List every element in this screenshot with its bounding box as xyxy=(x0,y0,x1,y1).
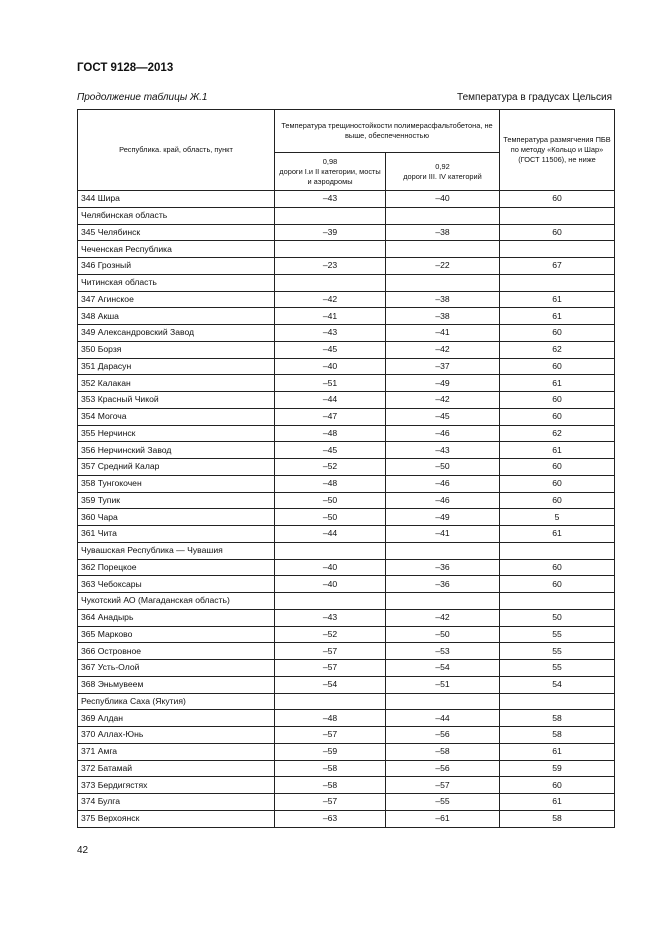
cell-temp-098: –43 xyxy=(275,191,386,208)
standard-title: ГОСТ 9128—2013 xyxy=(77,62,174,74)
units-caption: Температура в градусах Цельсия xyxy=(457,92,612,103)
table-row xyxy=(78,492,615,509)
cell-temp-098: –40 xyxy=(275,358,386,375)
cell-temp-092: –51 xyxy=(386,676,500,693)
cell-location: Республика Саха (Якутия) xyxy=(78,693,275,710)
table-row xyxy=(78,542,615,559)
cell-temp-092: –42 xyxy=(386,392,500,409)
table-row xyxy=(78,810,615,827)
cell-temp-098: –52 xyxy=(275,459,386,476)
cell-softening-temp: 61 xyxy=(500,308,615,325)
table-row xyxy=(78,676,615,693)
cell-temp-098: –57 xyxy=(275,660,386,677)
cell-temp-098: –41 xyxy=(275,308,386,325)
cell-location: Чеченская Республика xyxy=(78,241,275,258)
cell-softening-temp: 60 xyxy=(500,559,615,576)
cell-softening-temp xyxy=(500,241,615,258)
cell-softening-temp: 50 xyxy=(500,609,615,626)
cell-temp-098: –39 xyxy=(275,224,386,241)
cell-temp-098: –45 xyxy=(275,442,386,459)
cell-temp-092: –36 xyxy=(386,559,500,576)
cell-temp-092: –46 xyxy=(386,475,500,492)
header-row-top xyxy=(78,110,615,153)
cell-temp-092: –49 xyxy=(386,375,500,392)
table-row xyxy=(78,626,615,643)
header-softening-temperature: Температура размягчения ПБВ по методу «Кольцо и Шар» (ГОСТ 11506), не ниже xyxy=(500,110,615,191)
table-row xyxy=(78,408,615,425)
cell-temp-092: –38 xyxy=(386,224,500,241)
cell-softening-temp: 54 xyxy=(500,676,615,693)
cell-temp-092: –54 xyxy=(386,660,500,677)
cell-temp-098: –50 xyxy=(275,492,386,509)
table-row xyxy=(78,258,615,275)
cell-temp-092: –58 xyxy=(386,743,500,760)
table-row xyxy=(78,358,615,375)
cell-softening-temp: 61 xyxy=(500,375,615,392)
cell-location: 344 Шира xyxy=(78,191,275,208)
cell-temp-092 xyxy=(386,207,500,224)
cell-softening-temp xyxy=(500,693,615,710)
cell-location: 365 Марково xyxy=(78,626,275,643)
cell-temp-098: –51 xyxy=(275,375,386,392)
cell-location: 363 Чебоксары xyxy=(78,576,275,593)
table-row xyxy=(78,459,615,476)
cell-softening-temp: 61 xyxy=(500,526,615,543)
cell-softening-temp: 67 xyxy=(500,258,615,275)
cell-temp-092: –41 xyxy=(386,325,500,342)
cell-temp-092: –46 xyxy=(386,492,500,509)
cell-temp-098: –48 xyxy=(275,475,386,492)
table-row xyxy=(78,559,615,576)
cell-location: 354 Могоча xyxy=(78,408,275,425)
cell-temp-092: –61 xyxy=(386,810,500,827)
table-row xyxy=(78,777,615,794)
cell-softening-temp: 60 xyxy=(500,459,615,476)
cell-temp-092: –44 xyxy=(386,710,500,727)
cell-temp-092 xyxy=(386,274,500,291)
table-row xyxy=(78,375,615,392)
cell-location: 367 Усть-Олой xyxy=(78,660,275,677)
cell-temp-098: –44 xyxy=(275,526,386,543)
header-region: Республика. край, область, пункт xyxy=(78,110,275,191)
table-row xyxy=(78,593,615,610)
cell-temp-098: –52 xyxy=(275,626,386,643)
table-row xyxy=(78,794,615,811)
table-row xyxy=(78,693,615,710)
cell-softening-temp: 55 xyxy=(500,626,615,643)
cell-temp-092: –56 xyxy=(386,727,500,744)
cell-temp-092: –50 xyxy=(386,459,500,476)
cell-location: 346 Грозный xyxy=(78,258,275,275)
table-row xyxy=(78,743,615,760)
cell-temp-092: –45 xyxy=(386,408,500,425)
table-body xyxy=(78,191,615,828)
table-row xyxy=(78,241,615,258)
header-probability-098: 0,98 дороги I.и II категории, мосты и аэродромы xyxy=(275,153,386,191)
cell-location: 373 Бердигястях xyxy=(78,777,275,794)
cell-location: 369 Алдан xyxy=(78,710,275,727)
table-row xyxy=(78,727,615,744)
cell-temp-098: –58 xyxy=(275,760,386,777)
table-row xyxy=(78,291,615,308)
cell-softening-temp: 60 xyxy=(500,475,615,492)
cell-location: 361 Чита xyxy=(78,526,275,543)
cell-softening-temp: 58 xyxy=(500,810,615,827)
cell-temp-092: –36 xyxy=(386,576,500,593)
cell-temp-098: –59 xyxy=(275,743,386,760)
cell-temp-098: –23 xyxy=(275,258,386,275)
cell-softening-temp: 61 xyxy=(500,794,615,811)
cell-temp-092 xyxy=(386,593,500,610)
cell-location: Челябинская область xyxy=(78,207,275,224)
cell-temp-092 xyxy=(386,542,500,559)
cell-temp-092: –50 xyxy=(386,626,500,643)
header-crack-temperature: Температура трещиностойкости полимерасфальтобетона, не выше, обеспеченностью xyxy=(275,110,500,153)
cell-location: 348 Акша xyxy=(78,308,275,325)
cell-softening-temp: 62 xyxy=(500,425,615,442)
cell-temp-092: –38 xyxy=(386,308,500,325)
cell-softening-temp: 61 xyxy=(500,442,615,459)
cell-location: 360 Чара xyxy=(78,509,275,526)
table-row xyxy=(78,207,615,224)
cell-temp-092: –57 xyxy=(386,777,500,794)
cell-temp-098: –57 xyxy=(275,643,386,660)
cell-temp-092: –37 xyxy=(386,358,500,375)
table-row xyxy=(78,660,615,677)
cell-temp-098 xyxy=(275,241,386,258)
table-row xyxy=(78,224,615,241)
table-row xyxy=(78,475,615,492)
temperature-table xyxy=(77,109,615,828)
cell-location: 357 Средний Калар xyxy=(78,459,275,476)
cell-softening-temp: 61 xyxy=(500,743,615,760)
cell-temp-098: –50 xyxy=(275,509,386,526)
cell-softening-temp xyxy=(500,593,615,610)
page-number: 42 xyxy=(77,845,89,856)
cell-location: 366 Островное xyxy=(78,643,275,660)
cell-temp-092: –42 xyxy=(386,609,500,626)
table-continuation-caption: Продолжение таблицы Ж.1 xyxy=(77,92,208,103)
cell-temp-098: –63 xyxy=(275,810,386,827)
cell-temp-098: –43 xyxy=(275,325,386,342)
table-row xyxy=(78,576,615,593)
header-probability-092: 0,92 дороги III. IV категорий xyxy=(386,153,500,191)
cell-softening-temp: 60 xyxy=(500,325,615,342)
cell-softening-temp: 60 xyxy=(500,392,615,409)
cell-softening-temp: 5 xyxy=(500,509,615,526)
cell-temp-092: –40 xyxy=(386,191,500,208)
cell-location: Чукотский АО (Магаданская область) xyxy=(78,593,275,610)
cell-location: 368 Эньмувеем xyxy=(78,676,275,693)
cell-location: 353 Красный Чикой xyxy=(78,392,275,409)
table-row xyxy=(78,526,615,543)
cell-temp-092: –53 xyxy=(386,643,500,660)
cell-temp-098 xyxy=(275,693,386,710)
cell-location: 374 Булга xyxy=(78,794,275,811)
table-row xyxy=(78,760,615,777)
table-row xyxy=(78,392,615,409)
cell-location: 349 Александровский Завод xyxy=(78,325,275,342)
cell-temp-098 xyxy=(275,207,386,224)
table-row xyxy=(78,325,615,342)
cell-temp-098: –40 xyxy=(275,576,386,593)
cell-location: 370 Аллах-Юнь xyxy=(78,727,275,744)
cell-softening-temp: 61 xyxy=(500,291,615,308)
table-row xyxy=(78,710,615,727)
cell-temp-098: –40 xyxy=(275,559,386,576)
table-row xyxy=(78,341,615,358)
cell-temp-098: –48 xyxy=(275,710,386,727)
cell-temp-092: –55 xyxy=(386,794,500,811)
cell-location: Читинская область xyxy=(78,274,275,291)
cell-temp-092: –43 xyxy=(386,442,500,459)
cell-temp-092: –41 xyxy=(386,526,500,543)
table-row xyxy=(78,308,615,325)
cell-temp-098: –44 xyxy=(275,392,386,409)
cell-location: 372 Батамай xyxy=(78,760,275,777)
cell-softening-temp: 62 xyxy=(500,341,615,358)
cell-temp-098 xyxy=(275,593,386,610)
table-row xyxy=(78,509,615,526)
cell-temp-098: –47 xyxy=(275,408,386,425)
cell-location: 352 Калакан xyxy=(78,375,275,392)
cell-location: 371 Амга xyxy=(78,743,275,760)
cell-temp-092: –38 xyxy=(386,291,500,308)
cell-temp-098: –45 xyxy=(275,341,386,358)
cell-softening-temp xyxy=(500,274,615,291)
cell-temp-092: –46 xyxy=(386,425,500,442)
cell-softening-temp: 60 xyxy=(500,492,615,509)
cell-softening-temp: 60 xyxy=(500,576,615,593)
cell-temp-098: –57 xyxy=(275,794,386,811)
table-row xyxy=(78,425,615,442)
cell-location: 359 Тупик xyxy=(78,492,275,509)
cell-softening-temp: 60 xyxy=(500,408,615,425)
cell-softening-temp: 55 xyxy=(500,643,615,660)
cell-temp-092 xyxy=(386,693,500,710)
cell-temp-092: –56 xyxy=(386,760,500,777)
cell-location: 347 Агинское xyxy=(78,291,275,308)
cell-temp-092: –49 xyxy=(386,509,500,526)
cell-softening-temp: 60 xyxy=(500,224,615,241)
cell-location: 362 Порецкое xyxy=(78,559,275,576)
cell-softening-temp: 60 xyxy=(500,191,615,208)
cell-temp-092 xyxy=(386,241,500,258)
cell-location: 355 Нерчинск xyxy=(78,425,275,442)
cell-location: Чувашская Республика — Чувашия xyxy=(78,542,275,559)
cell-temp-098 xyxy=(275,274,386,291)
cell-softening-temp: 60 xyxy=(500,358,615,375)
table-row xyxy=(78,609,615,626)
table-row xyxy=(78,643,615,660)
cell-temp-098: –42 xyxy=(275,291,386,308)
cell-softening-temp: 58 xyxy=(500,710,615,727)
cell-softening-temp xyxy=(500,207,615,224)
cell-location: 356 Нерчинский Завод xyxy=(78,442,275,459)
cell-temp-092: –22 xyxy=(386,258,500,275)
cell-softening-temp: 60 xyxy=(500,777,615,794)
cell-softening-temp: 55 xyxy=(500,660,615,677)
cell-location: 350 Борзя xyxy=(78,341,275,358)
cell-location: 358 Тунгокочен xyxy=(78,475,275,492)
cell-location: 345 Челябинск xyxy=(78,224,275,241)
cell-softening-temp: 59 xyxy=(500,760,615,777)
table-row xyxy=(78,274,615,291)
cell-location: 351 Дарасун xyxy=(78,358,275,375)
table-row xyxy=(78,191,615,208)
cell-temp-098: –43 xyxy=(275,609,386,626)
cell-temp-098: –48 xyxy=(275,425,386,442)
cell-temp-098 xyxy=(275,542,386,559)
cell-temp-098: –54 xyxy=(275,676,386,693)
cell-softening-temp: 58 xyxy=(500,727,615,744)
cell-location: 375 Верхоянск xyxy=(78,810,275,827)
cell-temp-098: –57 xyxy=(275,727,386,744)
cell-temp-092: –42 xyxy=(386,341,500,358)
cell-location: 364 Анадырь xyxy=(78,609,275,626)
cell-softening-temp xyxy=(500,542,615,559)
cell-temp-098: –58 xyxy=(275,777,386,794)
table-row xyxy=(78,442,615,459)
